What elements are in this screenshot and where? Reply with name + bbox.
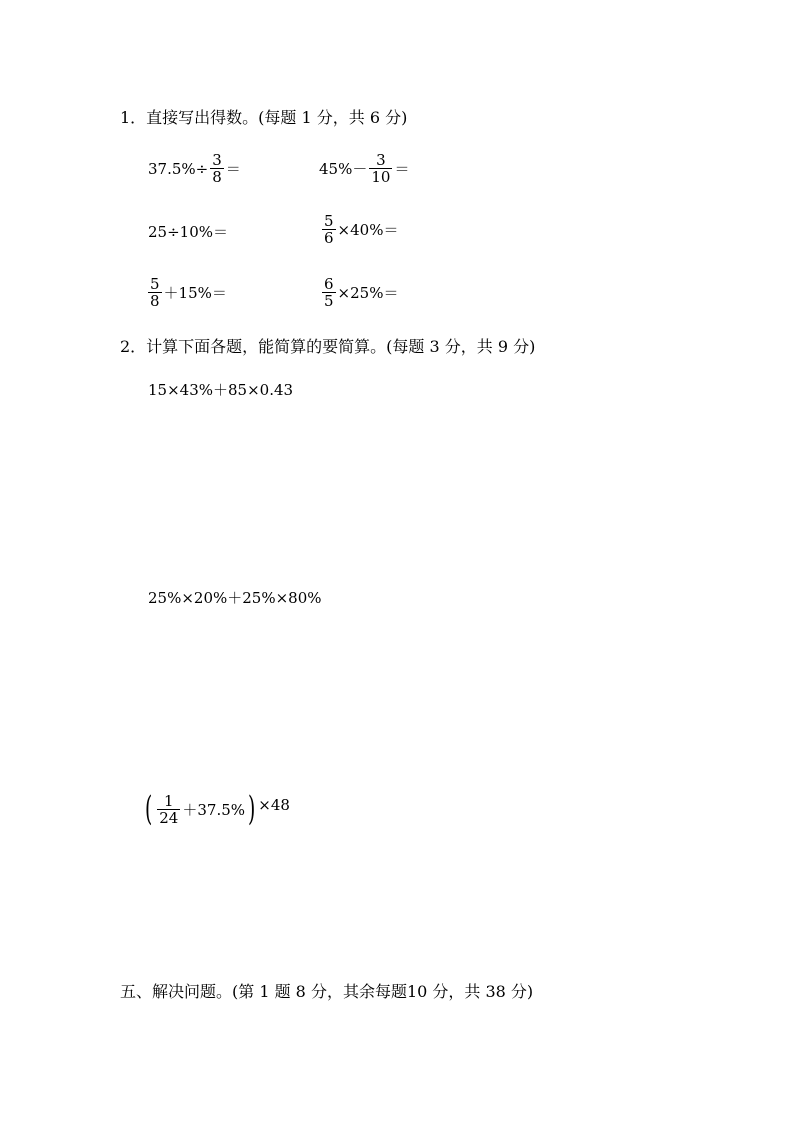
expr-suffix: ＝ xyxy=(394,160,410,178)
numerator: 1 xyxy=(164,791,174,810)
simplify-item-1 xyxy=(148,379,293,400)
fraction xyxy=(148,276,162,309)
denominator: 8 xyxy=(212,168,222,186)
section2-heading: 2．计算下面各题，能简算的要简算。(每题 3 分，共 9 分) xyxy=(120,337,536,356)
expr-text: 25÷10%＝ xyxy=(148,223,228,241)
simplify-item-3 xyxy=(142,789,290,829)
expr-suffix: ×25%＝ xyxy=(337,284,399,302)
calc-item-6 xyxy=(320,276,398,309)
numerator: 6 xyxy=(324,275,334,293)
section5-heading: 五、解决问题。(第 1 题 8 分，其余每题10 分，共 38 分) xyxy=(120,982,534,1001)
expr-text: 25%×20%＋25%×80% xyxy=(148,589,322,607)
expr-prefix: 45%－ xyxy=(319,160,368,178)
right-paren: ) xyxy=(248,789,256,829)
expr-suffix: ＝ xyxy=(225,160,241,178)
simplify-item-2 xyxy=(148,587,322,608)
fraction xyxy=(157,793,180,826)
fraction xyxy=(210,152,224,185)
denominator: 24 xyxy=(159,808,179,827)
calc-item-1 xyxy=(148,152,241,185)
denominator: 8 xyxy=(150,292,160,310)
fraction xyxy=(322,213,336,246)
expr-middle: ＋37.5% xyxy=(182,800,246,819)
numerator: 3 xyxy=(212,151,222,169)
numerator: 5 xyxy=(150,275,160,293)
fraction xyxy=(369,152,392,185)
expr-suffix: ×40%＝ xyxy=(337,221,399,239)
left-paren: ( xyxy=(144,789,153,829)
calc-item-2 xyxy=(319,152,409,185)
denominator: 10 xyxy=(371,168,391,186)
calc-item-3 xyxy=(148,221,228,242)
fraction xyxy=(322,276,336,309)
expr-text: 15×43%＋85×0.43 xyxy=(148,381,294,399)
section1-heading: 1．直接写出得数。(每题 1 分，共 6 分) xyxy=(120,108,408,127)
denominator: 5 xyxy=(324,292,334,310)
calc-item-5 xyxy=(146,276,227,309)
expr-prefix: 37.5%÷ xyxy=(148,159,209,178)
denominator: 6 xyxy=(324,229,334,247)
expr-suffix: ×48 xyxy=(258,796,290,814)
numerator: 3 xyxy=(376,151,386,169)
numerator: 5 xyxy=(324,212,334,230)
calc-item-4 xyxy=(320,213,398,246)
expr-suffix: ＋15%＝ xyxy=(163,284,227,302)
